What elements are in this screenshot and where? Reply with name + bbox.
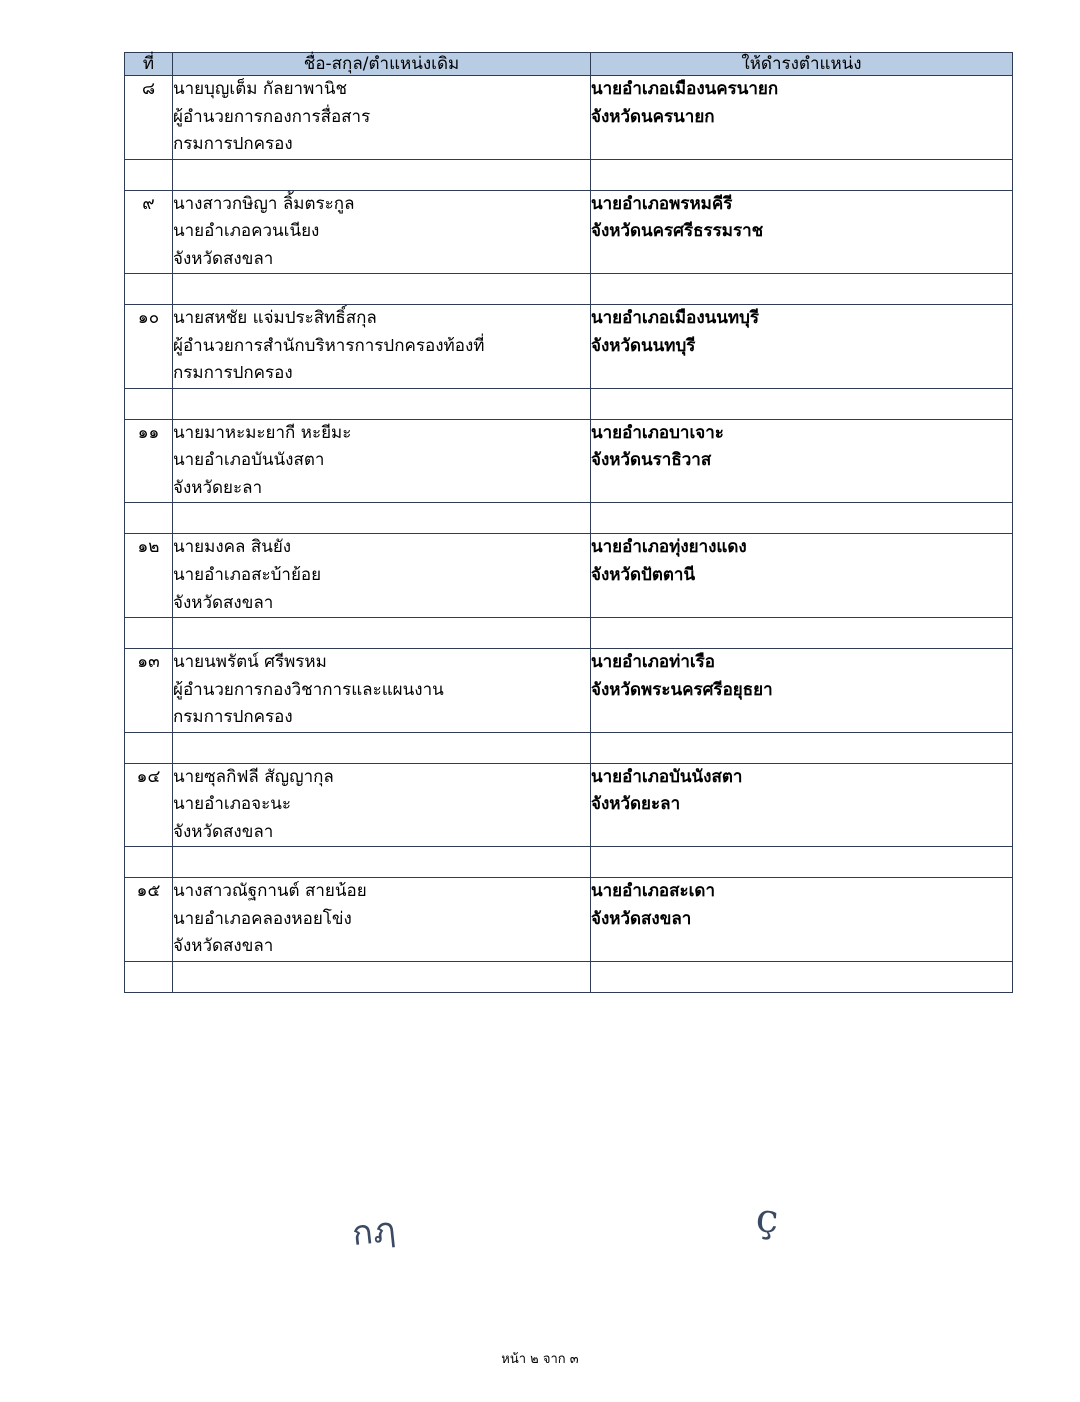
row-spacer-last [125, 961, 1013, 992]
row-position [591, 878, 1013, 962]
spacer-cell [591, 961, 1013, 992]
row-spacer [125, 732, 1013, 763]
spacer-cell [591, 618, 1013, 649]
name-line: นายอำเภอบันนังสตา [173, 450, 325, 471]
spacer-cell [125, 503, 173, 534]
name-line: นายซุลกิฟลี สัญญากุล [173, 766, 334, 787]
signature-left: กฦ [350, 1209, 398, 1255]
name-line: นายนพรัตน์ ศรีพรหม [173, 652, 327, 673]
column-header-position: ให้ดำรงตำแหน่ง [591, 53, 1013, 76]
name-line: นายอำเภอคลองหอยโข่ง [173, 908, 352, 929]
spacer-cell [173, 274, 591, 305]
table-row [125, 763, 1013, 847]
spacer-cell [173, 503, 591, 534]
name-line: นายสหชัย แจ่มประสิทธิ์สกุล [173, 308, 377, 329]
row-spacer [125, 503, 1013, 534]
appointment-table [124, 52, 1013, 993]
spacer-cell [125, 961, 173, 992]
position-line: นายอำเภอพรหมคีรี [591, 193, 733, 214]
spacer-cell [125, 732, 173, 763]
position-line: จังหวัดสงขลา [591, 908, 692, 929]
row-number: ๑๔ [125, 763, 173, 847]
name-line: จังหวัดสงขลา [173, 248, 274, 269]
name-line: นายมงคล สินยัง [173, 537, 292, 558]
position-line: นายอำเภอเมืองนครนายก [591, 79, 779, 100]
table-row [125, 878, 1013, 962]
row-name [173, 878, 591, 962]
name-line: นายมาหะมะยากี หะยีมะ [173, 422, 352, 443]
spacer-cell [173, 388, 591, 419]
spacer-cell [173, 732, 591, 763]
table-row [125, 76, 1013, 160]
table-body [125, 76, 1013, 993]
row-name [173, 649, 591, 733]
appointment-table-container [124, 52, 1012, 993]
spacer-cell [173, 618, 591, 649]
spacer-cell [125, 159, 173, 190]
row-position [591, 649, 1013, 733]
table-header [125, 53, 1013, 76]
signature-right: ç [754, 1195, 780, 1243]
spacer-cell [173, 847, 591, 878]
column-header-name: ชื่อ-สกุล/ตำแหน่งเดิม [173, 53, 591, 76]
row-number: ๙ [125, 190, 173, 274]
name-line: นางสาวณัฐกานต์ สายน้อย [173, 881, 367, 902]
name-line: กรมการปกครอง [173, 707, 293, 728]
page-footer: หน้า ๒ จาก ๓ [501, 1352, 579, 1367]
position-line: จังหวัดนนทบุรี [591, 335, 696, 356]
name-line: นายอำเภอควนเนียง [173, 221, 320, 242]
row-name [173, 763, 591, 847]
position-line: นายอำเภอทุ่งยางแดง [591, 537, 747, 558]
row-name [173, 76, 591, 160]
position-line: จังหวัดพระนครศรีอยุธยา [591, 679, 773, 700]
name-line: จังหวัดยะลา [173, 477, 263, 498]
row-position [591, 190, 1013, 274]
spacer-cell [591, 847, 1013, 878]
position-line: นายอำเภอท่าเรือ [591, 652, 716, 673]
row-name [173, 305, 591, 389]
position-line: จังหวัดนครศรีธรรมราช [591, 221, 764, 242]
spacer-cell [125, 388, 173, 419]
row-name [173, 190, 591, 274]
name-line: ผู้อำนวยการสำนักบริหารการปกครองท้องที่ [173, 335, 485, 356]
position-line: จังหวัดยะลา [591, 794, 681, 815]
row-spacer [125, 847, 1013, 878]
table-row [125, 419, 1013, 503]
position-line: นายอำเภอบาเจาะ [591, 422, 724, 443]
position-line: จังหวัดปัตตานี [591, 565, 696, 585]
row-number: ๘ [125, 76, 173, 160]
row-name [173, 419, 591, 503]
row-spacer [125, 388, 1013, 419]
row-spacer [125, 618, 1013, 649]
name-line: ผู้อำนวยการกองวิชาการและแผนงาน [173, 679, 444, 700]
spacer-cell [125, 618, 173, 649]
spacer-cell [591, 732, 1013, 763]
position-line: จังหวัดนราธิวาส [591, 450, 712, 471]
name-line: จังหวัดสงขลา [173, 821, 274, 842]
position-line: จังหวัดนครนายก [591, 106, 715, 127]
name-line: นายอำเภอจะนะ [173, 794, 291, 815]
position-line: นายอำเภอสะเดา [591, 881, 716, 902]
name-line: กรมการปกครอง [173, 134, 293, 155]
row-position [591, 305, 1013, 389]
row-position [591, 534, 1013, 618]
row-number: ๑๒ [125, 534, 173, 618]
table-row [125, 305, 1013, 389]
table-row [125, 190, 1013, 274]
spacer-cell [173, 961, 591, 992]
row-position [591, 763, 1013, 847]
row-number: ๑๕ [125, 878, 173, 962]
table-row [125, 649, 1013, 733]
position-line: นายอำเภอบันนังสตา [591, 766, 743, 787]
table-row [125, 534, 1013, 618]
name-line: ผู้อำนวยการกองการสื่อสาร [173, 106, 371, 127]
spacer-cell [173, 159, 591, 190]
row-name [173, 534, 591, 618]
position-line: นายอำเภอเมืองนนทบุรี [591, 308, 760, 329]
spacer-cell [125, 847, 173, 878]
name-line: กรมการปกครอง [173, 363, 293, 384]
row-number: ๑๓ [125, 649, 173, 733]
name-line: นายอำเภอสะบ้าย้อย [173, 565, 322, 585]
spacer-cell [591, 159, 1013, 190]
spacer-cell [591, 388, 1013, 419]
column-header-no: ที่ [125, 53, 173, 76]
row-position [591, 76, 1013, 160]
spacer-cell [125, 274, 173, 305]
row-spacer [125, 274, 1013, 305]
name-line: จังหวัดสงขลา [173, 592, 274, 613]
row-position [591, 419, 1013, 503]
table-header-row [125, 53, 1013, 76]
row-spacer [125, 159, 1013, 190]
spacer-cell [591, 274, 1013, 305]
row-number: ๑๑ [125, 419, 173, 503]
name-line: นางสาวกษิญา ลิ้มตระกูล [173, 193, 355, 214]
name-line: นายบุญเต็ม กัลยาพานิช [173, 79, 347, 100]
name-line: จังหวัดสงขลา [173, 936, 274, 957]
row-number: ๑๐ [125, 305, 173, 389]
spacer-cell [591, 503, 1013, 534]
